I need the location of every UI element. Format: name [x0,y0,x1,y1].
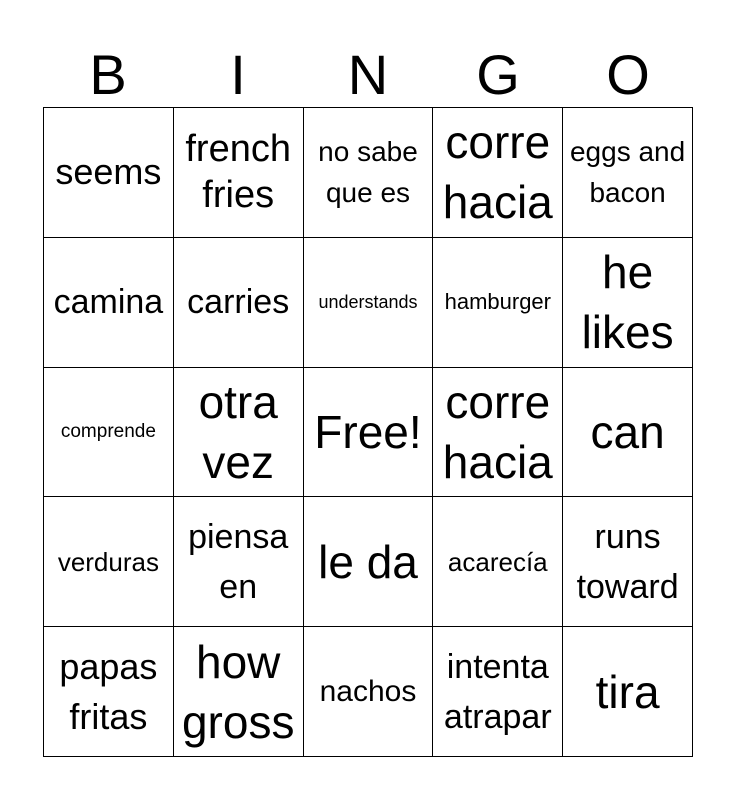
free-space: Free! [314,405,422,458]
bingo-cell-r5-c5[interactable] [563,627,693,757]
bingo-cell-r2-c3[interactable] [304,238,434,368]
bingo-cell-r4-c5[interactable] [563,497,693,627]
bingo-cell-r1-c5[interactable] [563,108,693,238]
bingo-header [43,42,693,108]
bingo-cell-r3-c1[interactable] [44,368,174,498]
cell-text: understands [318,292,418,313]
bingo-cell-r5-c3[interactable] [304,627,434,757]
bingo-cell-r2-c4[interactable] [433,238,563,368]
cell-text: can [590,405,665,458]
bingo-cell-r5-c2[interactable] [174,627,304,757]
cell-text: he likes [581,246,674,359]
cell-text: no sabe que es [318,136,418,209]
cell-text: carries [187,283,290,322]
cell-text: how gross [181,635,295,748]
bingo-cell-r4-c2[interactable] [174,497,304,627]
bingo-cell-r2-c1[interactable] [44,238,174,368]
header-letter-o: O [606,43,650,106]
cell-text: tira [595,665,660,718]
cell-text: le da [318,535,418,588]
header-letter-n: N [347,43,389,106]
header-letter-g: G [476,43,520,106]
bingo-cell-r1-c1[interactable] [44,108,174,238]
cell-text: corre hacia [442,375,553,488]
cell-text: french fries [185,128,291,217]
bingo-cell-r3-c2[interactable] [174,368,304,498]
cell-text: corre hacia [442,116,553,229]
cell-text: seems [55,151,162,193]
cell-text: nachos [319,674,417,708]
cell-text: verduras [57,546,159,577]
bingo-cell-r5-c1[interactable] [44,627,174,757]
cell-text: otra vez [198,375,278,488]
bingo-cell-r1-c4[interactable] [433,108,563,238]
bingo-cell-r2-c5[interactable] [563,238,693,368]
header-letter-i: I [230,43,246,106]
bingo-cell-r1-c3[interactable] [304,108,434,238]
cell-text: camina [53,283,164,322]
bingo-cell-r4-c4[interactable] [433,497,563,627]
bingo-cell-r3-c3[interactable] [304,368,434,498]
bingo-cell-r3-c4[interactable] [433,368,563,498]
cell-text: piensa en [188,517,289,606]
cell-text: papas fritas [59,645,158,737]
cell-text: eggs and bacon [569,136,686,209]
bingo-cell-r4-c3[interactable] [304,497,434,627]
bingo-board [43,107,693,757]
bingo-cell-r5-c4[interactable] [433,627,563,757]
cell-text: acarecía [447,546,548,577]
bingo-cell-r4-c1[interactable] [44,497,174,627]
header-letter-b: B [89,43,127,106]
bingo-cell-r1-c2[interactable] [174,108,304,238]
cell-text: hamburger [444,289,551,315]
cell-text: comprende [60,420,156,442]
bingo-cell-r2-c2[interactable] [174,238,304,368]
cell-text: runs toward [576,517,679,606]
cell-text: intenta atrapar [443,647,552,736]
bingo-cell-r3-c5[interactable] [563,368,693,498]
